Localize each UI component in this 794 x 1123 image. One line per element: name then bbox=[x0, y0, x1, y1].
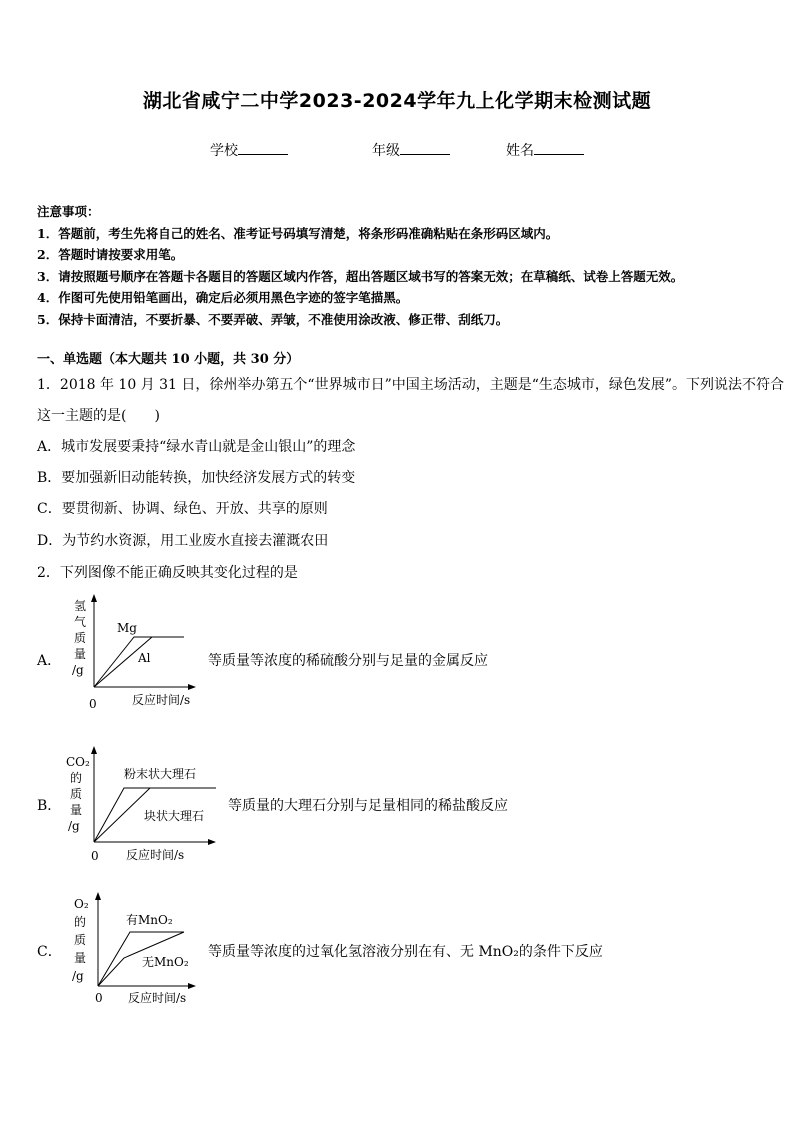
origin-label: 0 bbox=[95, 991, 103, 1005]
y-label-char: CO₂ bbox=[66, 755, 90, 769]
q2-option-b-graph bbox=[60, 740, 230, 865]
grade-label: 年级 bbox=[372, 143, 400, 159]
q1-option-c: C．要贯彻新、协调、绿色、开放、共享的原则 bbox=[37, 501, 328, 517]
curve-2 bbox=[94, 788, 150, 842]
school-blank bbox=[238, 142, 288, 155]
curve-1-label: 粉末状大理石 bbox=[124, 767, 197, 781]
section-heading: 一、单选题（本大题共 10 小题，共 30 分） bbox=[37, 352, 300, 367]
q2-option-a-desc: 等质量等浓度的稀硫酸分别与足量的金属反应 bbox=[208, 653, 488, 669]
y-axis-arrow bbox=[91, 746, 97, 754]
curve-2-label: Al bbox=[138, 651, 151, 665]
y-label-char: O₂ bbox=[74, 897, 89, 911]
q2-option-c-desc: 等质量等浓度的过氧化氢溶液分别在有、无 MnO₂的条件下反应 bbox=[208, 944, 603, 960]
q2-stem: 2．下列图像不能正确反映其变化过程的是 bbox=[37, 565, 298, 581]
q2-option-c-graph bbox=[60, 886, 210, 1011]
q2-option-a-label: A． bbox=[37, 653, 62, 669]
y-label-char: /g bbox=[72, 969, 84, 983]
notes-block bbox=[37, 201, 683, 330]
name-blank bbox=[534, 142, 584, 155]
x-label: 反应时间/s bbox=[126, 848, 185, 862]
q2-option-b-desc: 等质量的大理石分别与足量相同的稀盐酸反应 bbox=[228, 798, 508, 814]
q1-option-d: D．为节约水资源，用工业废水直接去灌溉农田 bbox=[37, 533, 329, 549]
notes-item: 4．作图可先使用铅笔画出，确定后必须用黑色字迹的签字笔描黑。 bbox=[37, 290, 409, 305]
notes-item: 1．答题前，考生先将自己的姓名、准考证号码填写清楚，将条形码准确粘贴在条形码区域内。 bbox=[37, 225, 559, 241]
y-label-char: 量 bbox=[74, 951, 87, 965]
x-axis-arrow bbox=[208, 839, 216, 845]
curve-1-label: Mg bbox=[117, 621, 137, 635]
y-label-char: 的 bbox=[70, 771, 83, 785]
q1-stem-line2: 这一主题的是( ) bbox=[37, 408, 160, 424]
y-label-char: 质 bbox=[74, 933, 87, 947]
x-axis-arrow bbox=[188, 983, 196, 989]
school-label: 学校 bbox=[210, 143, 238, 159]
q1-option-a: A．城市发展要秉持“绿水青山就是金山银山”的理念 bbox=[37, 439, 356, 455]
notes-item: 5．保持卡面清洁，不要折暴、不要弄破、弄皱，不准使用涂改液、修正带、刮纸刀。 bbox=[37, 311, 509, 327]
y-label-char: 氢 bbox=[74, 599, 87, 613]
notes-item: 3．请按照题号顺序在答题卡各题目的答题区域内作答，超出答题区域书写的答案无效；在草稿纸、试卷上答题无效。 bbox=[37, 268, 684, 284]
name-field bbox=[506, 140, 584, 160]
y-label-char: 气 bbox=[74, 615, 87, 629]
y-label-char: 质 bbox=[70, 787, 83, 801]
notes-item: 2．答题时请按要求用笔。 bbox=[37, 247, 184, 262]
y-label-char: /g bbox=[72, 663, 84, 677]
q1-stem-line1: 1．2018 年 10 月 31 日，徐州举办第五个“世界城市日”中国主场活动，主题是“生态城市，绿色发展”。下列说法不符合 bbox=[37, 377, 785, 393]
grade-blank bbox=[400, 142, 450, 155]
y-label-char: 量 bbox=[70, 803, 83, 817]
y-label-char: /g bbox=[68, 819, 80, 833]
grade-field bbox=[372, 140, 450, 160]
x-label: 反应时间/s bbox=[128, 991, 187, 1005]
x-label: 反应时间/s bbox=[132, 693, 191, 707]
q2-option-a-graph bbox=[60, 590, 210, 715]
q2-option-c-label: C． bbox=[37, 944, 62, 960]
curve-1-label: 有MnO₂ bbox=[126, 913, 173, 927]
y-label-char: 的 bbox=[74, 915, 87, 929]
y-axis-arrow bbox=[91, 594, 97, 602]
q2-option-b-label: B． bbox=[37, 798, 62, 814]
origin-label: 0 bbox=[89, 697, 97, 711]
page-title: 湖北省咸宁二中学2023-2024学年九上化学期末检测试题 bbox=[142, 90, 652, 112]
y-label-char: 质 bbox=[74, 631, 87, 645]
q1-option-b: B．要加强新旧动能转换，加快经济发展方式的转变 bbox=[37, 470, 356, 486]
notes-heading: 注意事项： bbox=[37, 204, 100, 219]
y-label-char: 量 bbox=[74, 647, 87, 661]
y-axis-arrow bbox=[95, 892, 101, 900]
curve-2-label: 块状大理石 bbox=[144, 809, 205, 823]
school-field bbox=[210, 140, 288, 160]
x-axis-arrow bbox=[188, 684, 196, 690]
name-label: 姓名 bbox=[506, 143, 534, 159]
origin-label: 0 bbox=[91, 849, 99, 863]
curve-2-label: 无MnO₂ bbox=[142, 955, 189, 969]
